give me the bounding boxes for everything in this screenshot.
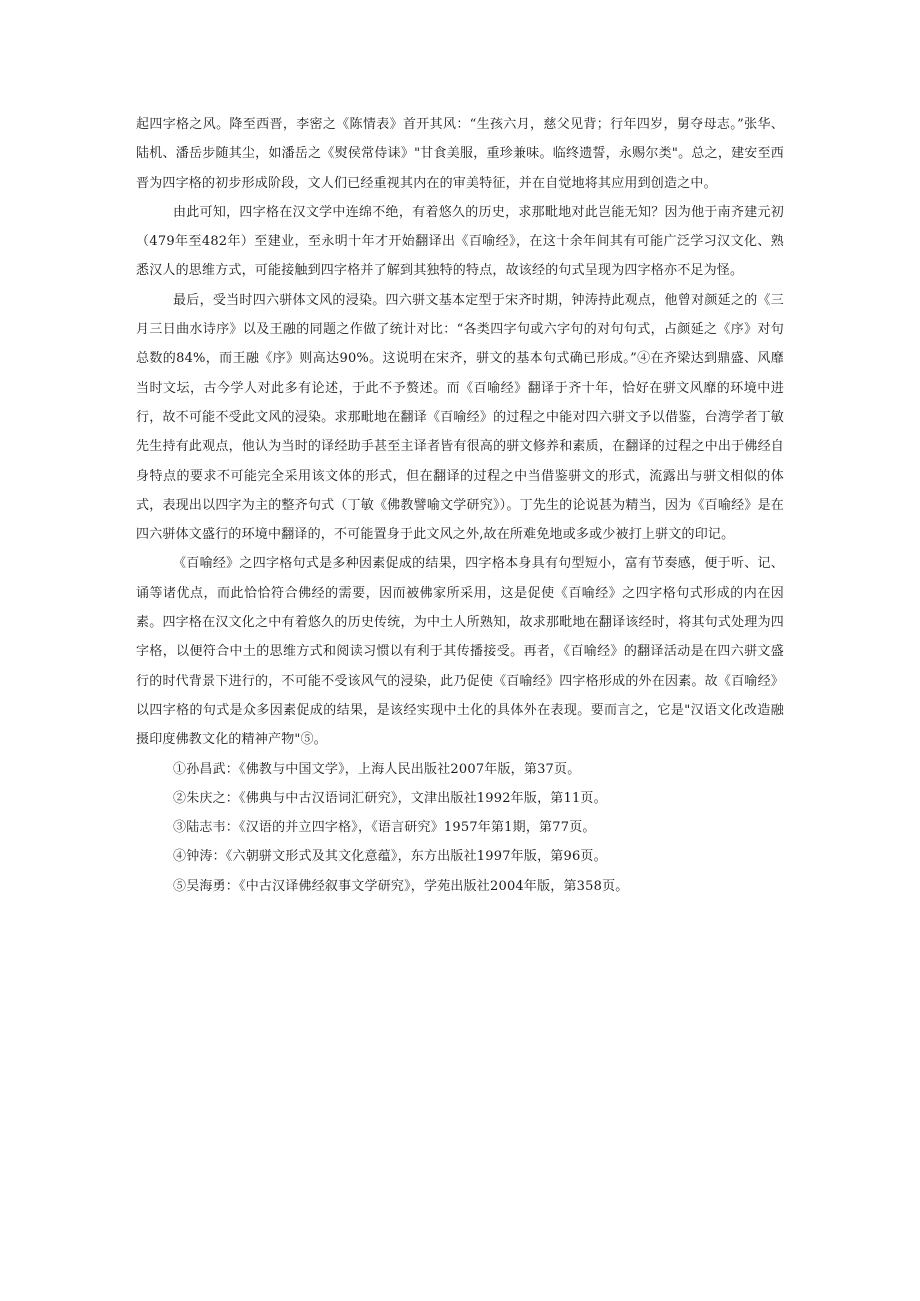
footnote-5: ⑤吴海勇：《中古汉译佛经叙事文学研究》，学苑出版社2004年版，第358页。 xyxy=(173,878,629,894)
paragraph-3: 最后，受当时四六骈体文风的浸染。四六骈文基本定型于宋齐时期，钟涛持此观点，他曾对颜延之的《三月三日曲水诗序》以及王融的同题之作做了统计对比：“各类四字句或六字句的对句句式，占颜延之《序》对句总数的84%，而王融《序》则高达90%。这说明在宋齐，骈文的基本句式确已形成。”④在齐梁达到鼎盛、风靡当时文坛，古今学人对此多有论述，于此不予赘述。而《百喻经》翻译于齐十年，恰好在骈文风靡的环境中进行，故不可能不受此文风的浸染。求那毗地在翻译《百喻经》的过程之中能对四六骈文予以借鉴，台湾学者丁敏先生持有此观点，他认为当时的译经助手甚至主译者皆有很高的骈文修养和素质，在翻译的过程之中出于佛经自身特点的要求不可能完全采用该文体的形式，但在翻译的过程之中当借鉴骈文的形式，流露出与骈文相似的体式，表现出以四字为主的整齐句式（丁敏《佛教譬喻文学研究》）。丁先生的论说甚为精当，因为《百喻经》是在四六骈体文盛行的环境中翻译的，不可能置身于此文风之外,故在所难免地或多或少被打上骈文的印记。 xyxy=(136,292,784,543)
document-page xyxy=(136,110,784,901)
footnotes xyxy=(136,755,784,901)
body-text xyxy=(136,110,784,755)
paragraph-2: 由此可知，四字格在汉文学中连绵不绝，有着悠久的历史，求那毗地对此岂能无知？因为他于南齐建元初（479年至482年）至建业，至永明十年才开始翻译出《百喻经》，在这十余年间其有可能广泛学习汉文化、熟悉汉人的思维方式，可能接触到四字格并了解到其独特的特点，故该经的句式呈现为四字格亦不足为怪。 xyxy=(136,204,784,279)
footnote-1: ①孙昌武：《佛教与中国文学》，上海人民出版社2007年版，第37页。 xyxy=(173,761,581,777)
footnote-4: ④钟涛：《六朝骈文形式及其文化意蕴》，东方出版社1997年版，第96页。 xyxy=(173,849,607,865)
paragraph-4: 《百喻经》之四字格句式是多种因素促成的结果，四字格本身具有句型短小，富有节奏感，便于听、记、诵等诸优点，而此恰恰符合佛经的需要，因而被佛家所采用，这是促使《百喻经》之四字格句式形成的内在因素。四字格在汉文化之中有着悠久的历史传统，为中土人所熟知，故求那毗地在翻译该经时，将其句式处理为四字格，以便符合中土的思维方式和阅读习惯以有利于其传播接受。再者，《百喻经》的翻译活动是在四六骈文盛行的时代背景下进行的，不可能不受该风气的浸染，此乃促使《百喻经》四字格形成的外在因素。故《百喻经》以四字格的句式是众多因素促成的结果，是该经实现中土化的具体外在表现。要而言之，它是"汉语文化改造融摄印度佛教文化的精神产物"⑤。 xyxy=(136,556,784,748)
paragraph-1: 起四字格之风。降至西晋，李密之《陈情表》首开其风：“生孩六月，慈父见背；行年四岁，舅夺母志。”张华、陆机、潘岳步随其尘，如潘岳之《熨侯常侍诔》"甘食美服，重珍兼味。临终遗誓，永赐尔类"。总之，建安至西晋为四字格的初步形成阶段，文人们已经重视其内在的审美特征，并在自觉地将其应用到创造之中。 xyxy=(136,117,784,191)
footnote-3: ③陆志韦：《汉语的并立四字格》，《语言研究》1957年第1期，第77页。 xyxy=(173,820,596,836)
footnote-2: ②朱庆之：《佛典与中古汉语词汇研究》，文津出版社1992年版，第11页。 xyxy=(173,790,607,806)
